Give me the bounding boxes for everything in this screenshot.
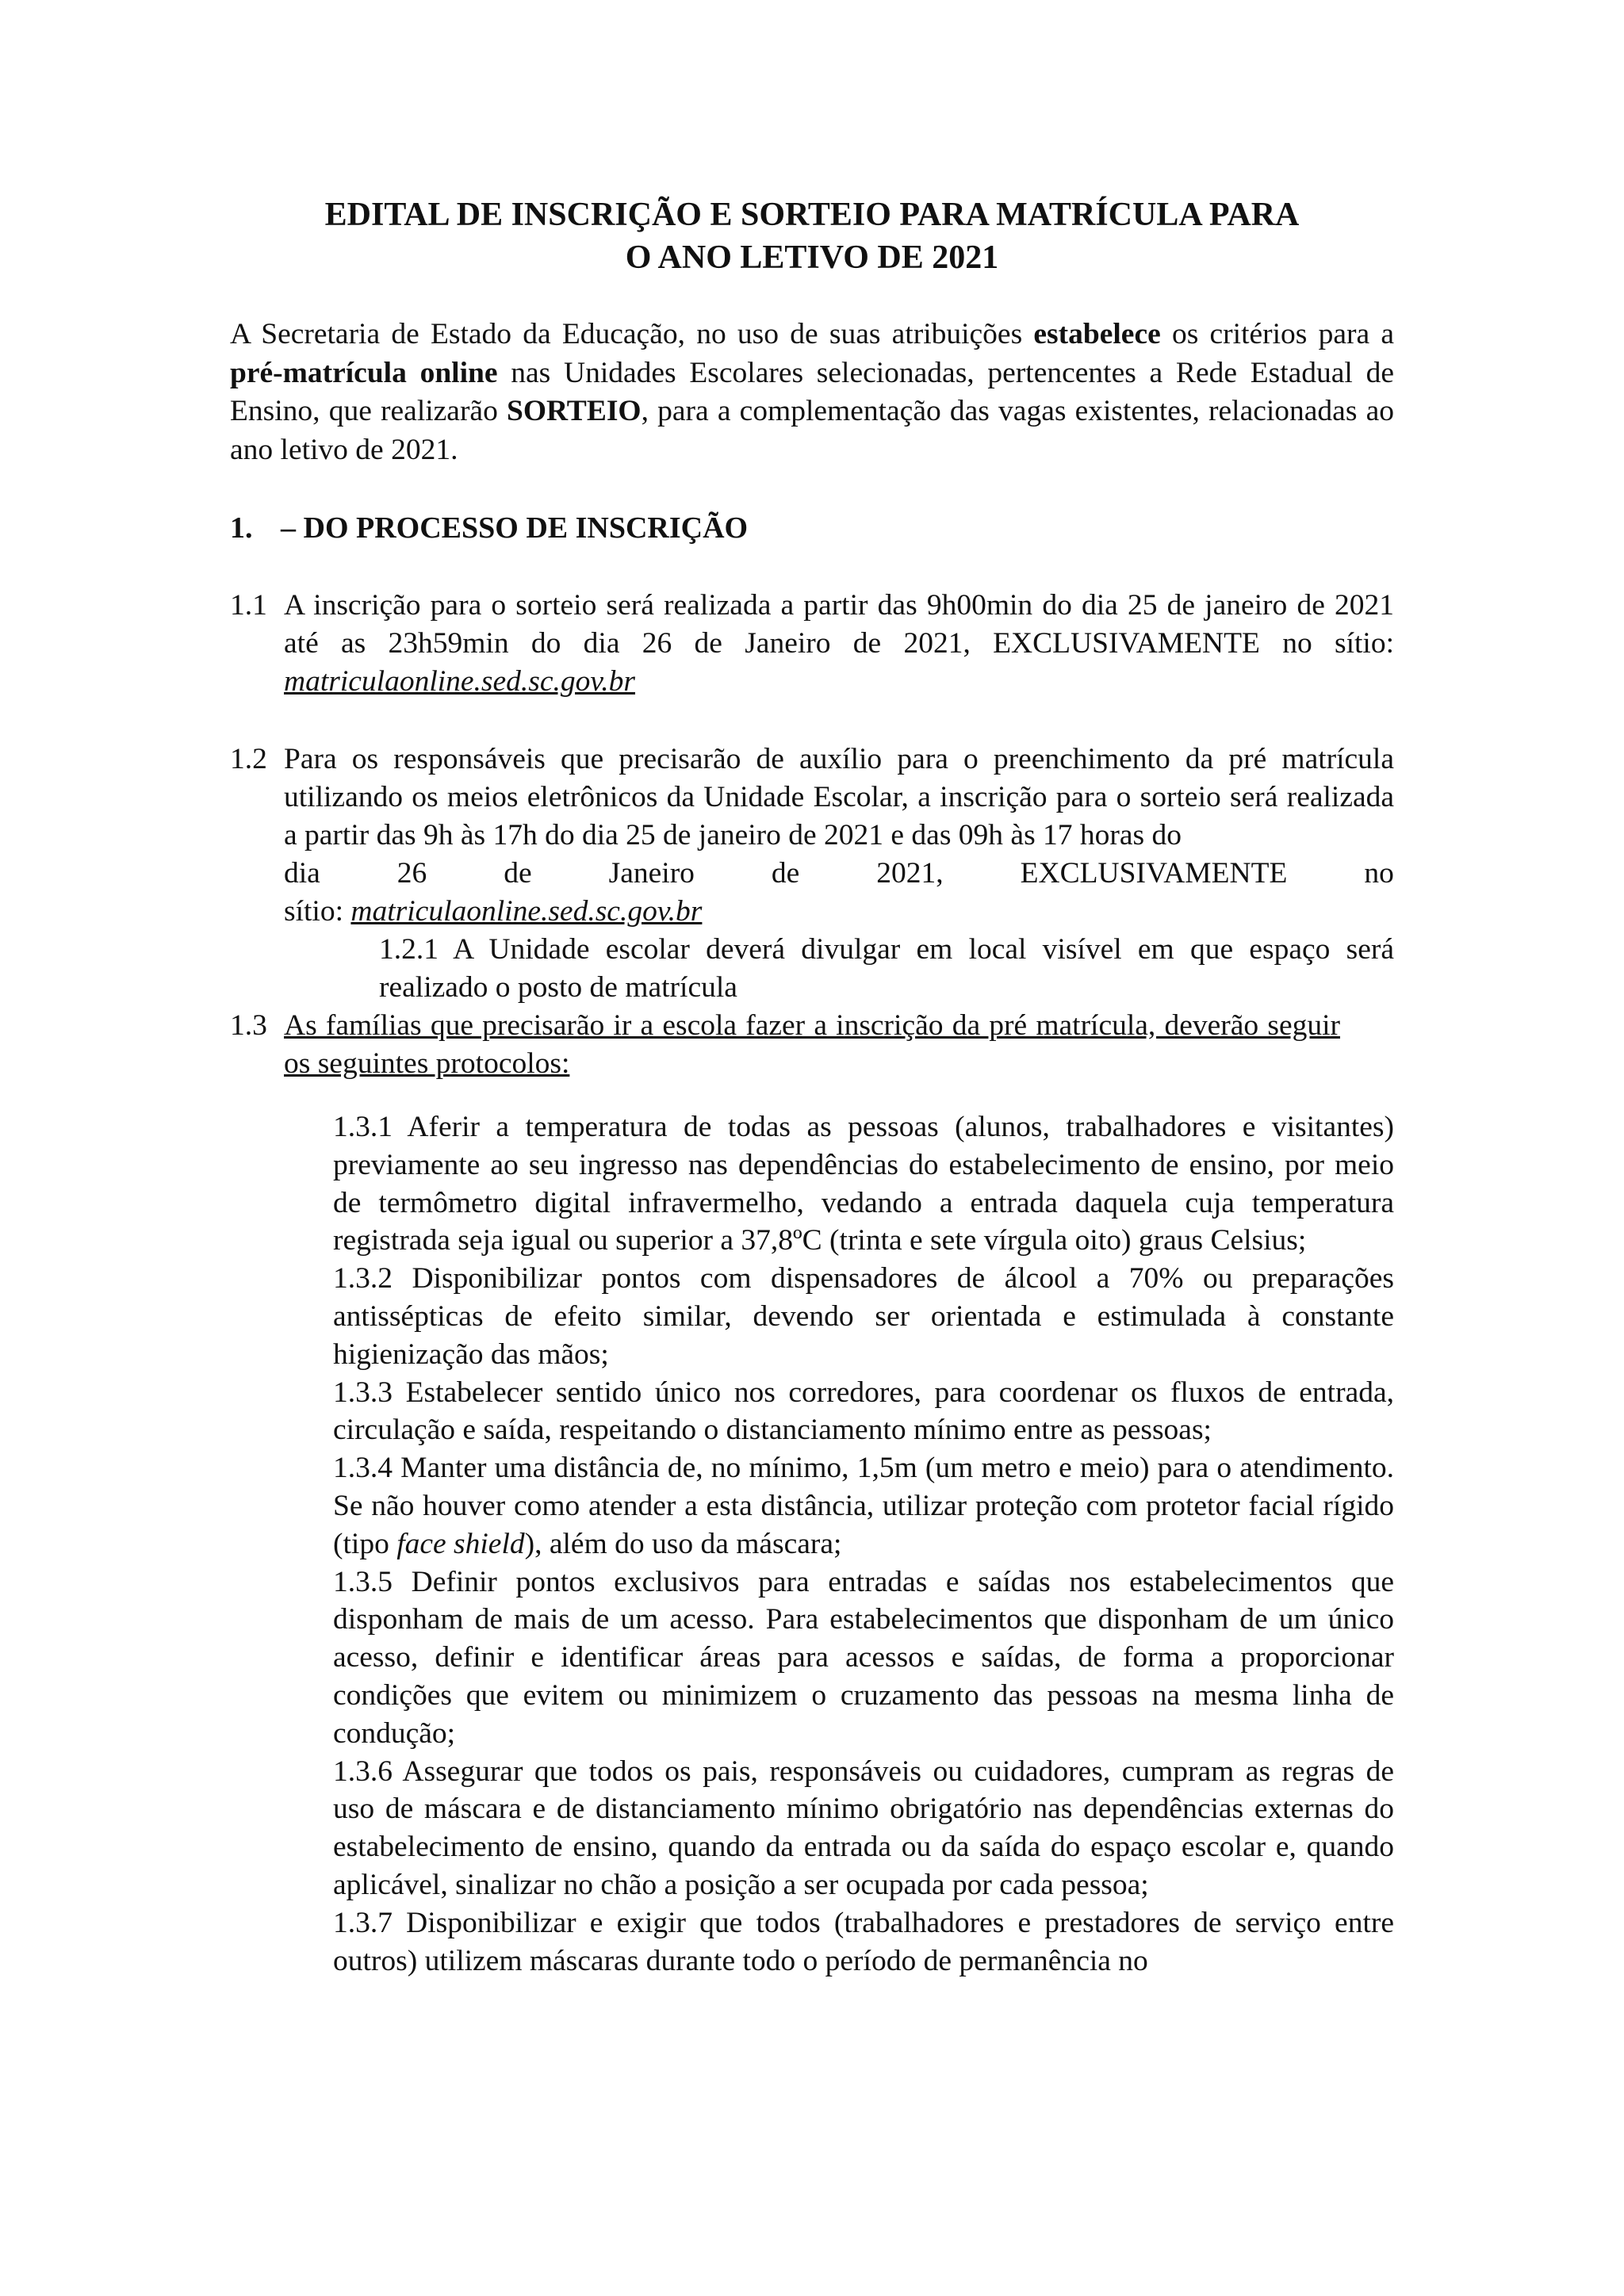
section-1-heading bbox=[230, 509, 1394, 547]
item-1-1-site-link[interactable]: matriculaonline.sed.sc.gov.br bbox=[284, 665, 635, 698]
item-1-2-site-line bbox=[284, 893, 702, 931]
protocol-1-3-1: 1.3.1 Aferir a temperatura de todas as pessoas (alunos, trabalhadores e visitantes) previamente ao seu ingresso nas dependências do estabelecimento de ensino, por meio de termômetro digital infravermelho, vedando a entrada daquela cuja temperatura registrada seja igual ou superior a 37,8ºC (trinta e sete vírgula oito) graus Celsius; bbox=[333, 1111, 1394, 1257]
spread-word: 2021, bbox=[876, 857, 944, 890]
spread-word: 26 bbox=[396, 857, 427, 890]
document-title bbox=[230, 193, 1394, 279]
spread-word: no bbox=[1364, 857, 1394, 890]
title-line-1: EDITAL DE INSCRIÇÃO E SORTEIO PARA MATRÍCULA PARA bbox=[324, 197, 1300, 233]
spread-word: EXCLUSIVAMENTE bbox=[1020, 857, 1288, 890]
spread-word: de bbox=[771, 857, 800, 890]
item-1-3-number: 1.3 bbox=[230, 1009, 267, 1042]
spread-word: Janeiro bbox=[608, 857, 695, 890]
intro-text-1: A Secretaria de Estado da Educação, no uso de suas atribuições bbox=[230, 318, 1034, 350]
protocols-list bbox=[333, 1108, 1394, 1980]
protocol-1-3-4-italic: face shield bbox=[396, 1527, 525, 1560]
item-1-3 bbox=[230, 1007, 1340, 1083]
protocol-1-3-3: 1.3.3 Estabelecer sentido único nos corredores, para coordenar os fluxos de entrada, circulação e saída, respeitando o distanciamento mínimo entre as pessoas; bbox=[333, 1376, 1394, 1447]
protocol-1-3-2: 1.3.2 Disponibilizar pontos com dispensadores de álcool a 70% ou preparações antissépticas de efeito similar, devendo ser orientada e estimulada à constante higienização das mãos; bbox=[333, 1262, 1394, 1371]
item-1-2-1: 1.2.1 A Unidade escolar deverá divulgar em local visível em que espaço será realizado o posto de matrícula bbox=[379, 933, 1394, 1004]
item-1-2-justified-line bbox=[284, 855, 1394, 893]
item-1-1-number: 1.1 bbox=[230, 589, 267, 622]
intro-text-3: nas Unidades Escolares selecionadas, pertencentes a Rede Estadual de Ensino, que realizarão bbox=[230, 356, 1394, 427]
protocol-1-3-5: 1.3.5 Definir pontos exclusivos para entradas e saídas nos estabelecimentos que disponham de mais de um acesso. Para estabelecimentos que disponham de um único acesso, definir e identificar áreas para acessos e saídas, de forma a proporcionar condições que evitem ou minimizem o cruzamento das pessoas na mesma linha de condução; bbox=[333, 1565, 1394, 1750]
intro-paragraph bbox=[230, 316, 1394, 469]
item-1-3-text: As famílias que precisarão ir a escola fazer a inscrição da pré matrícula, deverão seguir os seguintes protocolos: bbox=[284, 1009, 1340, 1080]
section-1-number: 1. bbox=[230, 511, 253, 545]
intro-bold-2: pré-matrícula online bbox=[230, 356, 498, 389]
intro-text-2: os critérios para a bbox=[1160, 318, 1394, 350]
protocol-1-3-4 bbox=[333, 1449, 1394, 1563]
spread-word: dia bbox=[284, 857, 320, 890]
protocol-1-3-6: 1.3.6 Assegurar que todos os pais, responsáveis ou cuidadores, cumpram as regras de uso de máscara e de distanciamento mínimo obrigatório nas dependências externas do estabelecimento de ensino, quando da entrada ou da saída do espaço escolar e, quando aplicável, sinalizar no chão a posição a ser ocupada por cada pessoa; bbox=[333, 1755, 1394, 1901]
protocol-1-3-4-text-a: 1.3.4 Manter uma distância de, no mínimo, 1,5m (um metro e meio) para o atendimento. Se não houver como atender a esta distância, utilizar proteção com protetor facial rígido (tipo bbox=[333, 1452, 1394, 1560]
item-1-1 bbox=[230, 587, 1394, 701]
item-1-2-site-label: sítio: bbox=[284, 895, 351, 928]
section-1-title: – DO PROCESSO DE INSCRIÇÃO bbox=[281, 511, 749, 545]
intro-text-4: , para a complementação das vagas existentes, relacionadas ao ano letivo de 2021. bbox=[230, 395, 1394, 466]
protocol-1-3-4-text-b: ), além do uso da máscara; bbox=[524, 1527, 842, 1560]
item-1-2-site-link[interactable]: matriculaonline.sed.sc.gov.br bbox=[350, 895, 703, 928]
protocol-1-3-7: 1.3.7 Disponibilizar e exigir que todos (trabalhadores e prestadores de serviço entre outros) utilizem máscaras durante todo o período de permanência no bbox=[333, 1906, 1394, 1977]
item-1-2 bbox=[230, 740, 1394, 855]
title-line-2: O ANO LETIVO DE 2021 bbox=[625, 239, 999, 276]
item-1-1-text: A inscrição para o sorteio será realizada a partir das 9h00min do dia 25 de janeiro de 2021 até as 23h59min do dia 26 de Janeiro de 2021, EXCLUSIVAMENTE no sítio: bbox=[284, 589, 1394, 660]
item-1-2-number: 1.2 bbox=[230, 743, 267, 775]
spread-word: de bbox=[504, 857, 532, 890]
item-1-2-text: Para os responsáveis que precisarão de auxílio para o preenchimento da pré matrícula utilizando os meios eletrônicos da Unidade Escolar, a inscrição para o sorteio será realizada a partir das 9h às 17h do dia 25 de janeiro de 2021 e das 09h às 17 horas do bbox=[284, 743, 1394, 851]
intro-bold-3: SORTEIO bbox=[507, 395, 642, 427]
intro-bold-1: estabelece bbox=[1033, 318, 1161, 350]
